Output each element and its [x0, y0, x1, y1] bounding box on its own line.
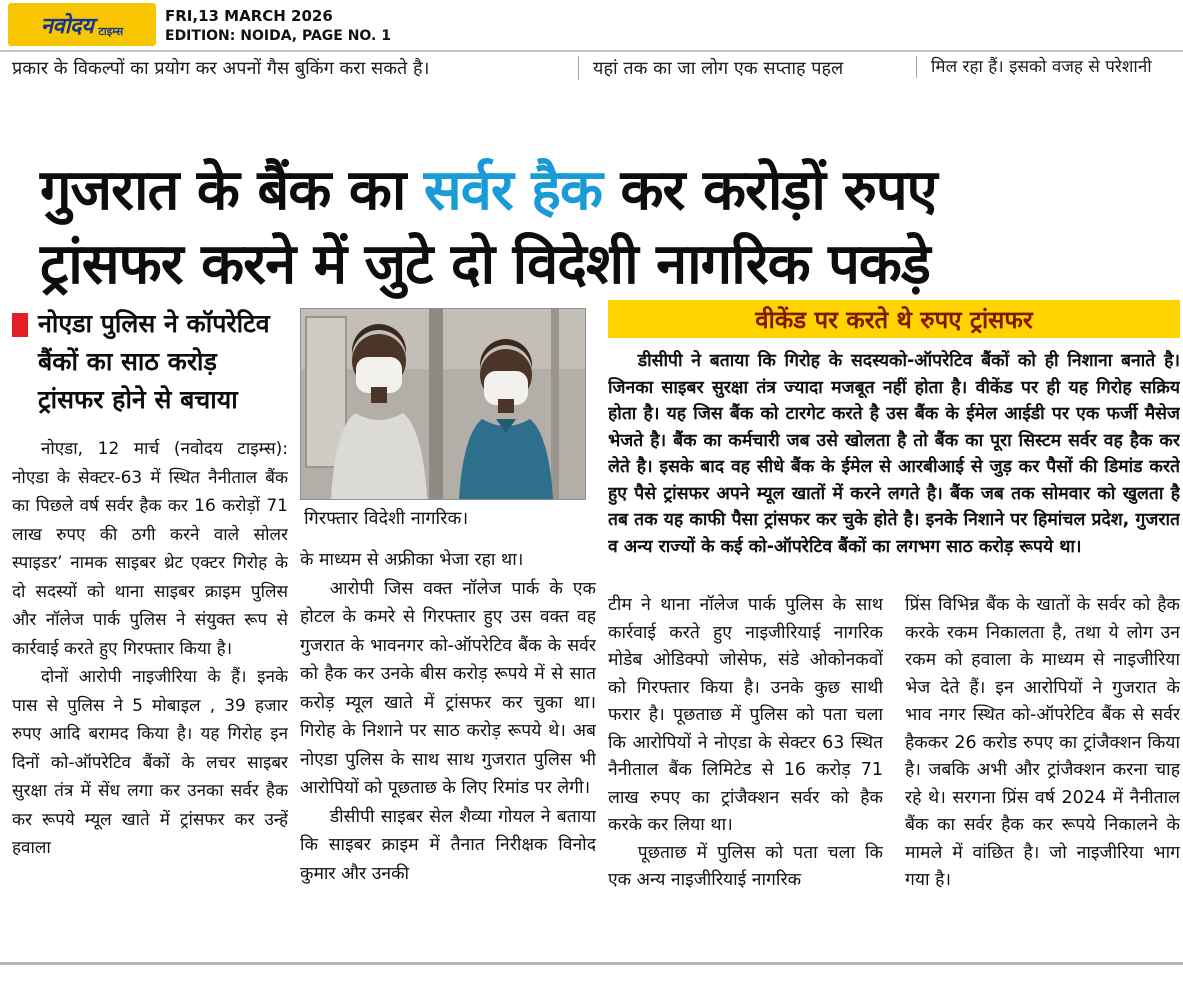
- headline-line1-pre: गुजरात के बैंक का: [40, 157, 424, 223]
- feature-paragraph: डीसीपी ने बताया कि गिरोह के सदस्यको-ऑपरेटिव बैंकों को ही निशाना बनाते है। जिनका साइबर सुरक्षा तंत्र ज्यादा मजबूत नहीं होता है। वीकेंड पर ही यह गिरोह सक्रिय होता है। यह जिस बैंक को टारगेट करते है उस बैंक के ईमेल आईडी पर एक फर्जी मैसेज भेजते है। बैंक का कर्मचारी जब उसे खोलता है तो बैंक का पूरा सिस्टम सर्वर वह हैक कर लेते है। इसके बाद वह सीधे बैंक के ईमेल से आरबीआई से जुड़ कर पैसों की डिमांड करते हुए पैसे ट्रांसफर अपने म्यूल खातों में करने लगते है। बैंक जब तक सोमवार को खुलता है तब तक यह काफी पैसा ट्रांसफर कर चुके होते है। इनके निशाने पर हिमांचल प्रदेश, गुजरात व अन्य राज्यों के कई को-ऑपरेटिव बैंकों का लगभग साठ करोड़ रूपये था।: [608, 351, 1180, 557]
- cropped-text-middle: यहां तक का जा लोग एक सप्ताह पहल: [578, 56, 918, 80]
- headline-line2: ट्रांसफर करने में जुटे दो विदेशी नागरिक पकड़े: [40, 231, 930, 297]
- headline-line1: [40, 158, 937, 223]
- body-paragraph: टीम ने थाना नॉलेज पार्क पुलिस के साथ कार्रवाई करते हुए नाइजीरियाई नागरिक मोडेब ओडिक्पो जोसेफ, संडे ओकोनकवों को गिरफ्तार किया है। उनके कुछ साथी फरार है। पूछताछ में पुलिस को पता चला कि आरोपियों ने नोएडा के सेक्टर 63 स्थित नैनीताल बैंक लिमिटेड से 16 करोड़ 71 लाख रुपए का ट्रांजैक्शन सर्वर को हैक करके कर लिया था।: [608, 595, 883, 835]
- feature-subcolumns: [608, 592, 1180, 895]
- headline-line1-post: कर करोड़ों रुपए: [602, 157, 937, 223]
- column3: [608, 592, 883, 895]
- logo-main-text: नवोदय: [40, 13, 94, 39]
- photo-caption: गिरफ्तार विदेशी नागरिक।: [304, 508, 469, 529]
- masthead: [0, 0, 1183, 50]
- masthead-rule: [0, 50, 1183, 52]
- body-paragraph: पूछताछ में पुलिस को पता चला कि एक अन्य नाइजीरियाई नागरिक: [608, 842, 883, 890]
- body-paragraph: प्रिंस विभिन्न बैंक के खातों के सर्वर को हैक करके रकम निकालता है, तथा ये लोग उन रकम को हवाला के माध्यम से नाइजीरिया भेज देते हैं। इन आरोपियों ने गुजरात के भाव नगर स्थित को-ऑपरेटिव बैंक से सर्वर हैककर 26 करोड रुपए का ट्रांजैक्शन किया है। जबकि अभी और ट्रांजैक्शन करना चाह रहे थे। सरगना प्रिंस वर्ष 2024 में नैनीताल बैंक का सर्वर हैक कर रूपये निकालने के मामले में वांछित है। जो नाइजीरिया भाग गया है।: [905, 595, 1180, 890]
- photo-illustration: [301, 309, 585, 499]
- cropped-text-left: प्रकार के विकल्पों का प्रयोग कर अपनों गैस बुकिंग करा सकते है।: [12, 58, 430, 79]
- bottom-rule: [0, 962, 1183, 965]
- cropped-text-right: मिल रहा हैं। इसको वजह से परेशानी: [916, 56, 1183, 78]
- column4: [905, 592, 1180, 895]
- arrested-persons-photo: [300, 308, 586, 500]
- main-headline: [40, 154, 1150, 302]
- body-paragraph: नोएडा, 12 मार्च (नवोदय टाइम्स): नोएडा के सेक्टर-63 में स्थित नैनीताल बैंक का पिछले वर्ष सर्वर हैक कर 16 करोड़ों 71 लाख रुपए की ठगी करने वाले सोलर स्पाइडर’ नामक साइबर थ्रेट एक्टर गिरोह के दो सदस्यों को थाना साइबर क्राइम पुलिस और नॉलेज पार्क पुलिस ने संयुक्त रूप से कार्रवाई करते हुए गिरफ्तार किया है।: [12, 439, 288, 659]
- feature-box-headline: वीकेंड पर करते थे रुपए ट्रांसफर: [608, 300, 1180, 338]
- edition-text: EDITION: NOIDA, PAGE NO. 1: [165, 28, 391, 44]
- feature-body: [608, 348, 1180, 560]
- kicker-row: [12, 305, 288, 419]
- logo-sub-text: टाइम्स: [98, 25, 124, 38]
- body-paragraph: डीसीपी साइबर सेल शैव्या गोयल ने बताया कि साइबर क्राइम में तैनात निरीक्षक विनोद कुमार और उनकी: [300, 806, 596, 884]
- feature-section: [608, 300, 1180, 968]
- lead-body: [12, 435, 288, 863]
- body-paragraph: दोनों आरोपी नाइजीरिया के हैं। इनके पास से पुलिस ने 5 मोबाइल , 39 हजार रुपए आदि बरामद किया है। यह गिरोह इन दिनों को-ऑपरेटिव बैंकों के लचर साइबर सुरक्षा तंत्र में सेंध लगा कर उनका सर्वर हैक कर रूपये म्यूल खाते में ट्रांसफर कर उन्हें हवाला: [12, 667, 288, 858]
- body-paragraph: आरोपी जिस वक्त नॉलेज पार्क के एक होटल के कमरे से गिरफ्तार हुए उस वक्त वह गुजरात के भावनगर को-ऑपरेटिव बैंक के सर्वर को हैक कर उनके बीस करोड़ रूपये में से सात करोड़ म्यूल खाते में ट्रांसफर कर चुका था। गिरोह के निशाने पर साठ करोड़ रूपये थे। अब नोएडा पुलिस के साथ साथ गुजरात पुलिस भी आरोपियों को पूछताछ के लिए रिमांड पर लेगी।: [300, 578, 596, 798]
- body-paragraph: के माध्यम से अफ्रीका भेजा रहा था।: [300, 550, 524, 570]
- middle-column: [300, 308, 596, 968]
- date-text: FRI,13 MARCH 2026: [165, 7, 333, 25]
- sub-headline: नोएडा पुलिस ने कॉपरेटिव बैंकों का साठ करोड़ ट्रांसफर होने से बचाया: [38, 309, 270, 414]
- dateline: [165, 6, 391, 46]
- left-column: [12, 305, 288, 965]
- column2-body: [300, 546, 596, 888]
- cropped-articles-strip: [0, 54, 1183, 88]
- red-bullet-square: [12, 313, 28, 337]
- newspaper-logo: [8, 3, 156, 46]
- headline-highlight: सर्वर हैक: [423, 157, 603, 223]
